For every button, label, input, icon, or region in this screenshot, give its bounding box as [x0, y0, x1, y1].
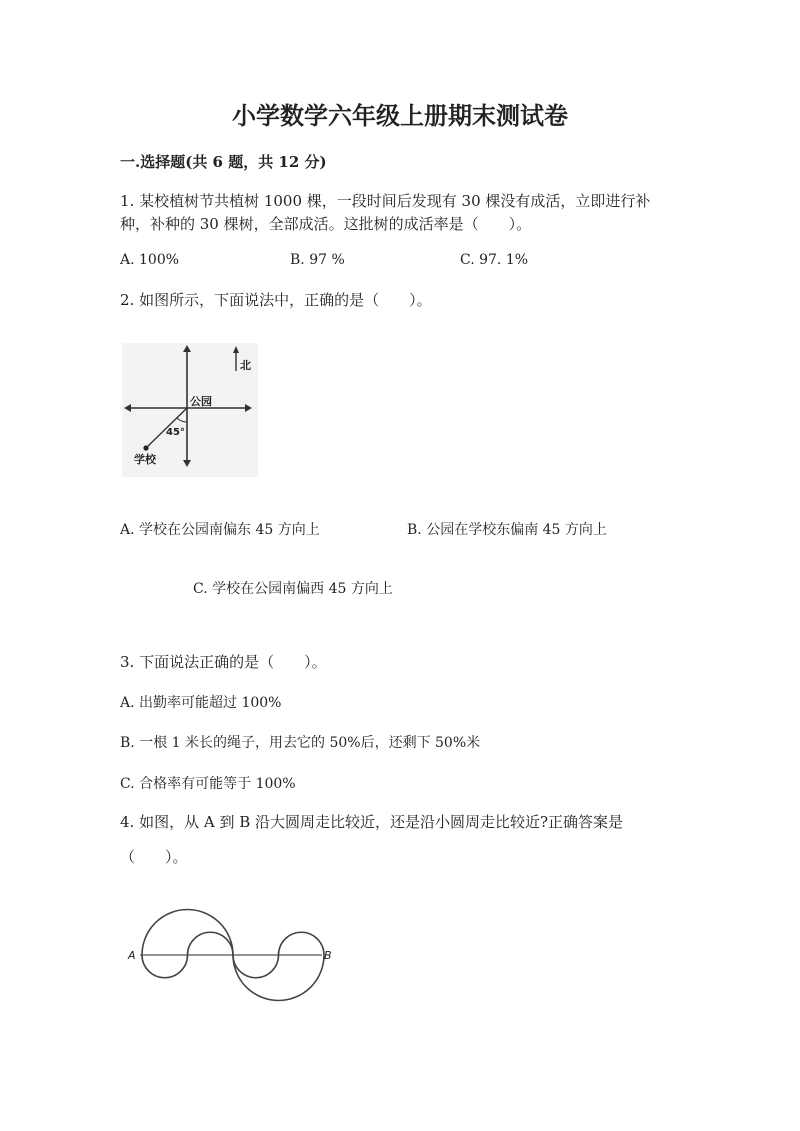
question-1-line-1: 1. 某校植树节共植树 1000 棵，一段时间后发现有 30 棵没有成活，立即进行补 — [120, 192, 651, 210]
question-1-line-2: 种，补种的 30 棵树，全部成活。这批树的成活率是（ ）。 — [120, 215, 532, 233]
small-semicircle-3 — [233, 955, 279, 978]
park-label: 公园 — [190, 395, 212, 408]
question-2-option-a: A. 学校在公园南偏东 45 方向上 — [120, 522, 320, 538]
point-b-label: B — [324, 949, 332, 962]
small-semicircle-4 — [279, 932, 325, 955]
north-label: 北 — [240, 359, 251, 372]
question-3-text: 3. 下面说法正确的是（ ）。 — [120, 653, 327, 671]
question-3-option-c: C. 合格率有可能等于 100% — [120, 776, 296, 792]
school-point — [143, 445, 148, 450]
question-2-option-c: C. 学校在公园南偏西 45 方向上 — [193, 581, 393, 597]
question-1-option-c: C. 97. 1% — [460, 252, 529, 268]
question-2-text: 2. 如图所示，下面说法中，正确的是（ ）。 — [120, 291, 432, 309]
question-3-option-b: B. 一根 1 米长的绳子，用去它的 50%后，还剩下 50%米 — [120, 735, 481, 751]
small-semicircle-2 — [188, 932, 234, 955]
circles-figure — [124, 895, 344, 1031]
large-upper-semicircle — [142, 910, 233, 956]
question-3-option-a: A. 出勤率可能超过 100% — [120, 695, 282, 711]
school-label: 学校 — [134, 453, 156, 466]
large-lower-semicircle — [233, 955, 324, 1001]
point-a-label: A — [128, 949, 136, 962]
question-1-option-a: A. 100% — [120, 252, 180, 268]
question-2-option-b: B. 公园在学校东偏南 45 方向上 — [407, 522, 607, 538]
section-heading: 一.选择题(共 6 题，共 12 分) — [120, 153, 327, 171]
question-4-line-2: （ ）。 — [120, 848, 188, 866]
question-1-option-b: B. 97 % — [290, 252, 345, 268]
small-semicircle-1 — [142, 955, 188, 978]
angle-label: 45° — [166, 427, 185, 438]
page-title: 小学数学六年级上册期末测试卷 — [232, 101, 568, 130]
direction-figure — [122, 343, 258, 477]
question-4-line-1: 4. 如图，从 A 到 B 沿大圆周走比较近，还是沿小圆周走比较近?正确答案是 — [120, 813, 624, 831]
